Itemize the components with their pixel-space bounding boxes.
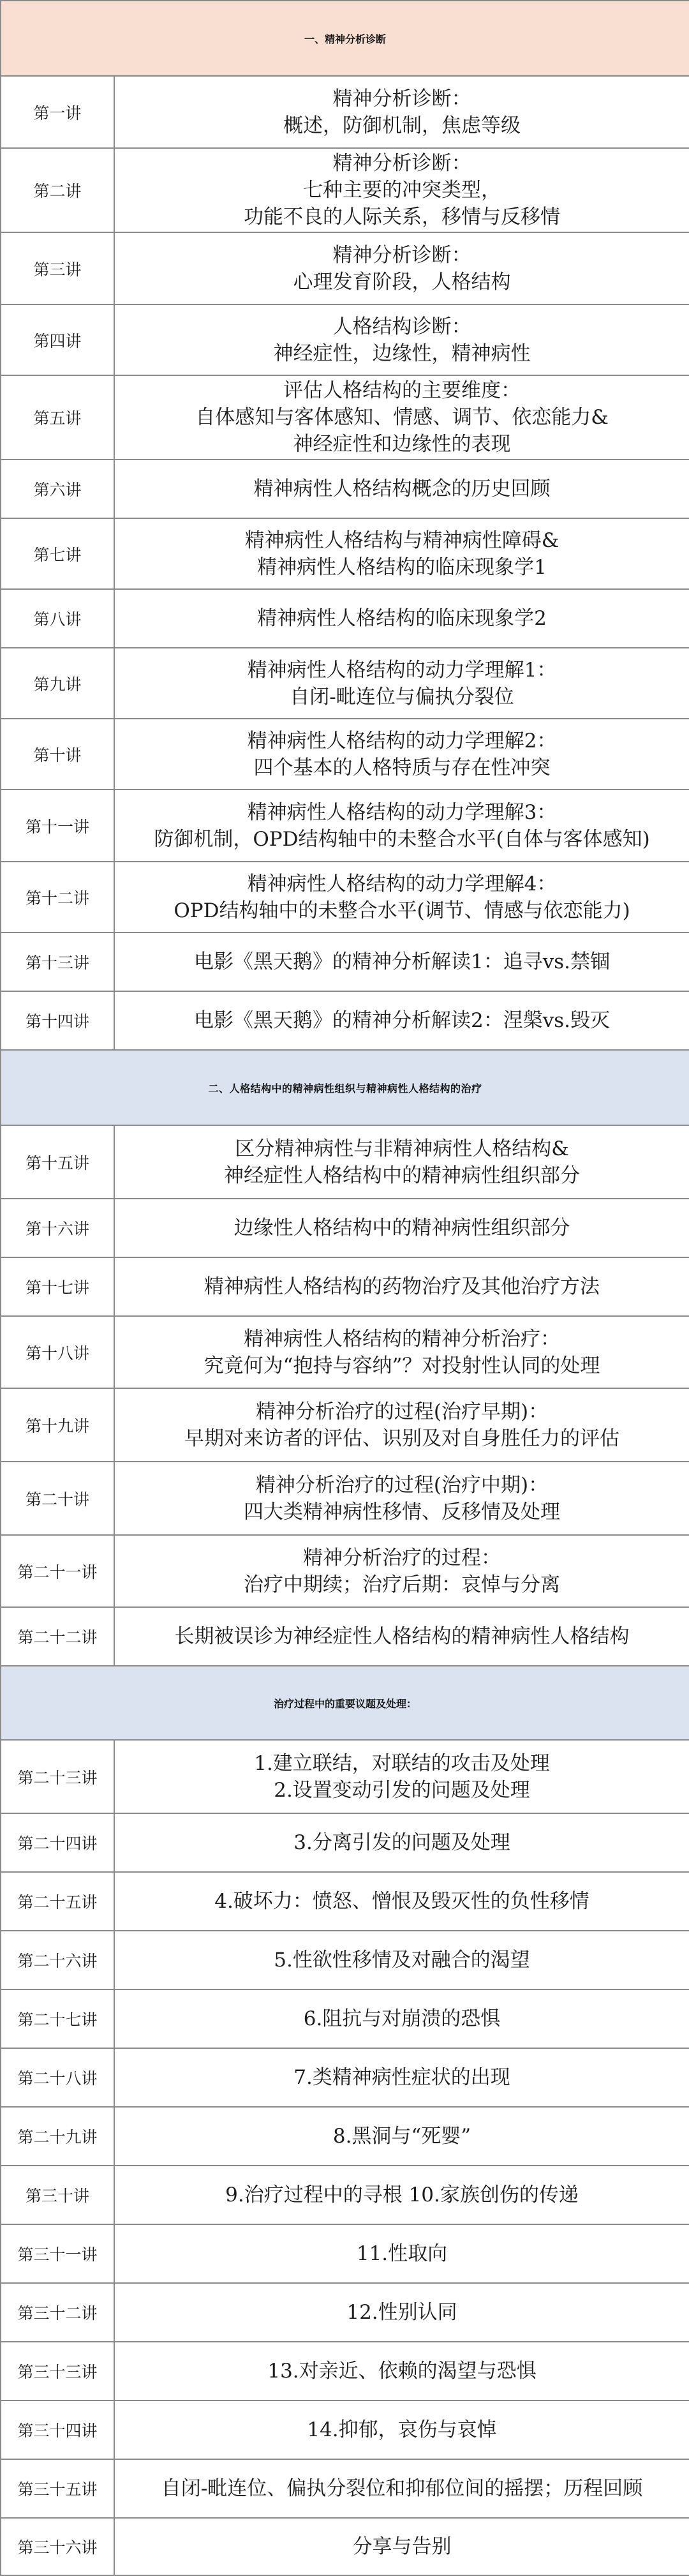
- lecture-topic-line: 4.破坏力：愤怒、憎恨及毁灭性的负性移情: [214, 1890, 589, 1913]
- lecture-row: [1, 2283, 689, 2342]
- lecture-topic: [114, 589, 689, 648]
- lecture-topic-line: 心理发育阶段，人格结构: [293, 270, 511, 294]
- lecture-topic-line: 精神病性人格结构的动力学理解2：: [247, 729, 557, 753]
- lecture-row: [1, 2400, 689, 2459]
- lecture-topic: [114, 2048, 689, 2107]
- lecture-topic: [114, 1931, 689, 1989]
- lecture-row: [1, 932, 689, 991]
- lecture-topic: [114, 375, 689, 460]
- lecture-topic: [114, 2224, 689, 2283]
- lecture-topic: [114, 148, 689, 232]
- lecture-topic: [114, 232, 689, 304]
- lecture-number: 第三十一讲: [1, 2224, 114, 2283]
- lecture-topic-line: 精神病性人格结构的动力学理解4：: [247, 872, 557, 895]
- lecture-topic-line: 精神分析诊断：: [332, 152, 471, 175]
- lecture-topic: [114, 1740, 689, 1813]
- lecture-number: 第三十二讲: [1, 2283, 114, 2342]
- lecture-row: [1, 1607, 689, 1666]
- lecture-row: [1, 460, 689, 518]
- lecture-topic-line: 七种主要的冲突类型，: [303, 179, 501, 202]
- lecture-row: [1, 232, 689, 304]
- lecture-topic: [114, 1316, 689, 1388]
- lecture-number: 第十八讲: [1, 1316, 114, 1388]
- lecture-topic: [114, 1535, 689, 1607]
- lecture-topic-line: 电影《黑天鹅》的精神分析解读1：追寻vs.禁锢: [194, 950, 610, 973]
- lecture-number: 第五讲: [1, 375, 114, 460]
- lecture-number: 第十二讲: [1, 862, 114, 932]
- lecture-topic: [114, 2518, 689, 2575]
- lecture-number: 第三十五讲: [1, 2459, 114, 2518]
- lecture-row: [1, 2518, 689, 2575]
- lecture-topic: [114, 2342, 689, 2400]
- lecture-row: [1, 1989, 689, 2048]
- lecture-row: [1, 304, 689, 375]
- lecture-number: 第八讲: [1, 589, 114, 648]
- lecture-row: [1, 1199, 689, 1257]
- lecture-topic: [114, 991, 689, 1050]
- lecture-topic-line: 13.对亲近、依赖的渴望与恐惧: [267, 2360, 537, 2383]
- lecture-topic-line: 评估人格结构的主要维度：: [283, 379, 521, 402]
- lecture-topic-line: 精神病性人格结构的精神分析治疗：: [244, 1327, 560, 1351]
- lecture-row: [1, 1931, 689, 1989]
- lecture-topic: [114, 1872, 689, 1931]
- lecture-topic-line: 神经症性和边缘性的表现: [293, 433, 511, 456]
- lecture-topic: [114, 1607, 689, 1666]
- lecture-topic-line: 电影《黑天鹅》的精神分析解读2：涅槃vs.毁灭: [194, 1009, 610, 1032]
- lecture-topic: [114, 518, 689, 589]
- lecture-topic-line: 精神分析治疗的过程(治疗早期)：: [255, 1400, 549, 1423]
- lecture-topic-line: 精神病性人格结构的药物治疗及其他治疗方法: [204, 1275, 600, 1298]
- lecture-row: [1, 991, 689, 1050]
- lecture-number: 第二十八讲: [1, 2048, 114, 2107]
- lecture-row: [1, 2048, 689, 2107]
- lecture-row: [1, 148, 689, 232]
- lecture-number: 第十七讲: [1, 1257, 114, 1316]
- lecture-number: 第十九讲: [1, 1388, 114, 1462]
- lecture-number: 第二十四讲: [1, 1813, 114, 1872]
- lecture-topic-line: 四个基本的人格特质与存在性冲突: [253, 756, 551, 779]
- lecture-row: [1, 2459, 689, 2518]
- lecture-number: 第二十讲: [1, 1462, 114, 1535]
- lecture-row: [1, 518, 689, 589]
- lecture-topic: [114, 2166, 689, 2224]
- lecture-topic-line: 精神分析诊断：: [332, 87, 471, 110]
- lecture-row: [1, 1462, 689, 1535]
- lecture-number: 第二十三讲: [1, 1740, 114, 1813]
- lecture-row: [1, 1872, 689, 1931]
- lecture-topic-line: 8.黑洞与“死婴”: [332, 2125, 471, 2148]
- lecture-topic: [114, 1125, 689, 1199]
- lecture-topic: [114, 932, 689, 991]
- lecture-number: 第二十九讲: [1, 2107, 114, 2166]
- lecture-topic-line: 功能不良的人际关系，移情与反移情: [244, 206, 560, 228]
- lecture-number: 第三十四讲: [1, 2400, 114, 2459]
- lecture-row: [1, 790, 689, 862]
- lecture-row: [1, 862, 689, 932]
- lecture-number: 第六讲: [1, 460, 114, 518]
- lecture-topic-line: 人格结构诊断：: [332, 315, 471, 338]
- lecture-topic: [114, 2283, 689, 2342]
- lecture-row: [1, 76, 689, 148]
- lecture-topic: [114, 2459, 689, 2518]
- lecture-topic-line: 精神病性人格结构的临床现象学1: [257, 555, 547, 579]
- lecture-topic-line: 自闭-毗连位与偏执分裂位: [290, 685, 514, 708]
- lecture-topic-line: 究竟何为“抱持与容纳”？对投射性认同的处理: [204, 1354, 600, 1377]
- lecture-number: 第十四讲: [1, 991, 114, 1050]
- lecture-topic-line: 9.治疗过程中的寻根 10.家族创伤的传递: [225, 2183, 579, 2206]
- lecture-topic-line: 自闭-毗连位、偏执分裂位和抑郁位间的摇摆；历程回顾: [161, 2477, 643, 2500]
- lecture-topic-line: 治疗中期续；治疗后期：哀悼与分离: [244, 1573, 560, 1596]
- lecture-topic-line: 精神分析治疗的过程：: [303, 1546, 501, 1569]
- lecture-topic: [114, 648, 689, 719]
- section-header-2: [1, 1050, 689, 1125]
- lecture-topic-line: 5.性欲性移情及对融合的渴望: [274, 1949, 530, 1972]
- lecture-topic: [114, 2400, 689, 2459]
- section-title: 治疗过程中的重要议题及处理：: [1, 1666, 689, 1740]
- lecture-topic-line: 边缘性人格结构中的精神病性组织部分: [233, 1217, 570, 1239]
- lecture-number: 第九讲: [1, 648, 114, 719]
- lecture-topic-line: 分享与告别: [352, 2535, 452, 2558]
- lecture-topic-line: 早期对来访者的评估、识别及对自身胜任力的评估: [184, 1427, 619, 1450]
- lecture-topic-line: 11.性取向: [356, 2242, 448, 2265]
- lecture-row: [1, 1813, 689, 1872]
- lecture-row: [1, 589, 689, 648]
- lecture-number: 第十五讲: [1, 1125, 114, 1199]
- lecture-topic: [114, 862, 689, 932]
- lecture-topic: [114, 1813, 689, 1872]
- lecture-topic-line: 精神病性人格结构的临床现象学2: [257, 607, 547, 630]
- lecture-row: [1, 2224, 689, 2283]
- lecture-topic-line: 概述，防御机制，焦虑等级: [283, 114, 521, 137]
- lecture-number: 第十三讲: [1, 932, 114, 991]
- lecture-number: 第三十六讲: [1, 2518, 114, 2575]
- lecture-row: [1, 719, 689, 790]
- lecture-topic-line: 精神病性人格结构的动力学理解1：: [247, 658, 557, 682]
- lecture-topic-line: 14.抑郁，哀伤与哀悼: [307, 2418, 497, 2441]
- lecture-number: 第一讲: [1, 76, 114, 148]
- lecture-topic: [114, 2107, 689, 2166]
- lecture-topic-line: 精神病性人格结构概念的历史回顾: [253, 477, 551, 500]
- lecture-number: 第十一讲: [1, 790, 114, 862]
- lecture-topic: [114, 1199, 689, 1257]
- lecture-topic-line: 四大类精神病性移情、反移情及处理: [244, 1500, 560, 1524]
- lecture-topic-line: 12.性别认同: [346, 2301, 457, 2324]
- lecture-topic-line: 自体感知与客体感知、情感、调节、依恋能力&: [195, 406, 609, 429]
- lecture-number: 第七讲: [1, 518, 114, 589]
- section-header-1: [1, 1, 689, 76]
- lecture-number: 第二十五讲: [1, 1872, 114, 1931]
- lecture-row: [1, 2166, 689, 2224]
- lecture-row: [1, 1316, 689, 1388]
- lecture-number: 第三十三讲: [1, 2342, 114, 2400]
- lecture-number: 第二十六讲: [1, 1931, 114, 1989]
- lecture-topic-line: 精神分析诊断：: [332, 243, 471, 267]
- lecture-topic: [114, 304, 689, 375]
- lecture-topic: [114, 76, 689, 148]
- lecture-topic: [114, 460, 689, 518]
- lecture-number: 第三十讲: [1, 2166, 114, 2224]
- lecture-number: 第二十二讲: [1, 1607, 114, 1666]
- lecture-topic-line: 防御机制，OPD结构轴中的未整合水平(自体与客体感知): [154, 827, 650, 851]
- section-title: 一、精神分析诊断: [1, 1, 689, 76]
- lecture-topic-line: 神经症性，边缘性，精神病性: [273, 341, 531, 365]
- lecture-row: [1, 2342, 689, 2400]
- lecture-topic-line: 精神病性人格结构的动力学理解3：: [247, 800, 557, 824]
- lecture-row: [1, 1535, 689, 1607]
- lecture-topic-line: 6.阻抗与对崩溃的恐惧: [303, 2007, 501, 2030]
- lecture-row: [1, 2107, 689, 2166]
- lecture-number: 第四讲: [1, 304, 114, 375]
- lecture-row: [1, 1257, 689, 1316]
- lecture-topic-line: 2.设置变动引发的问题及处理: [274, 1778, 530, 1802]
- lecture-topic-line: 3.分离引发的问题及处理: [293, 1831, 510, 1854]
- lecture-row: [1, 1740, 689, 1813]
- lecture-number: 第十讲: [1, 719, 114, 790]
- lecture-topic-line: OPD结构轴中的未整合水平(调节、情感与依恋能力): [174, 899, 630, 922]
- lecture-topic-line: 区分精神病性与非精神病性人格结构&: [235, 1137, 569, 1160]
- lecture-row: [1, 648, 689, 719]
- lecture-topic-line: 长期被误诊为神经症性人格结构的精神病性人格结构: [174, 1625, 630, 1648]
- lecture-number: 第二讲: [1, 148, 114, 232]
- lecture-topic: [114, 1257, 689, 1316]
- lecture-topic: [114, 1462, 689, 1535]
- lecture-number: 第十六讲: [1, 1199, 114, 1257]
- lecture-number: 第三讲: [1, 232, 114, 304]
- lecture-topic-line: 7.类精神病性症状的出现: [293, 2066, 510, 2089]
- lecture-topic-line: 精神病性人格结构与精神病性障碍&: [244, 528, 559, 552]
- lecture-topic: [114, 1989, 689, 2048]
- lecture-topic-line: 精神分析治疗的过程(治疗中期)：: [255, 1473, 549, 1497]
- lecture-row: [1, 1388, 689, 1462]
- lecture-topic-line: 1.建立联结，对联结的攻击及处理: [254, 1751, 550, 1775]
- lecture-topic: [114, 1388, 689, 1462]
- lecture-topic: [114, 790, 689, 862]
- lecture-topic: [114, 719, 689, 790]
- section-title: 二、人格结构中的精神病性组织与精神病性人格结构的治疗: [1, 1050, 689, 1125]
- section-header-3: [1, 1666, 689, 1740]
- lecture-row: [1, 375, 689, 460]
- lecture-row: [1, 1125, 689, 1199]
- lecture-topic-line: 神经症性人格结构中的精神病性组织部分: [224, 1164, 580, 1187]
- lecture-number: 第二十七讲: [1, 1989, 114, 2048]
- lecture-number: 第二十一讲: [1, 1535, 114, 1607]
